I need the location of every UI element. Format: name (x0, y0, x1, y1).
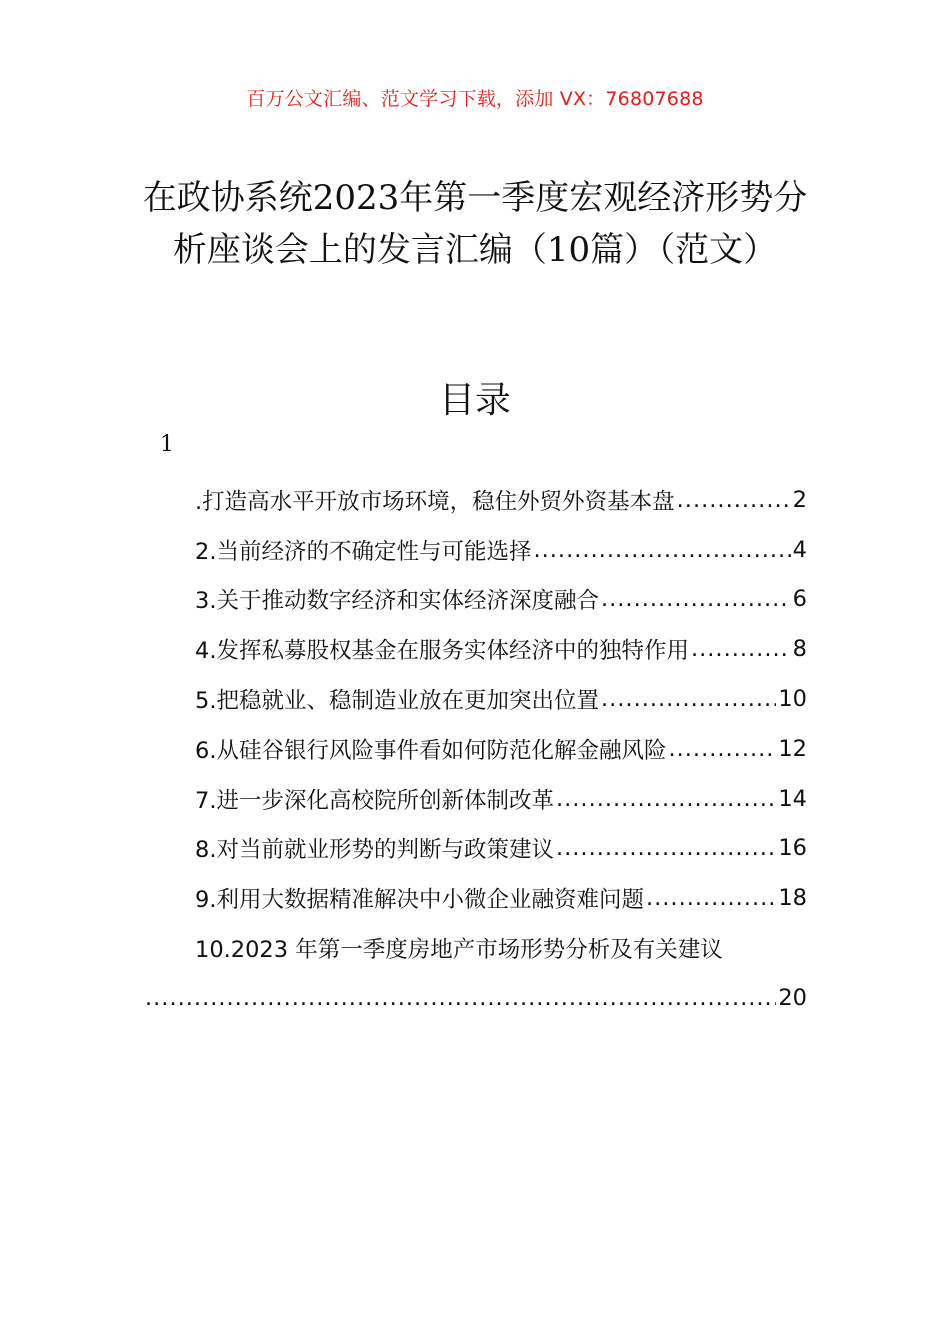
title-part-2: 年第一季度宏观经济形势分析座谈会上的发言汇编（ (172, 178, 808, 270)
toc-entry-label[interactable]: 6.从硅谷银行风险事件看如何防范化解金融风险 (195, 737, 667, 764)
toc-entry-label[interactable]: 5.把稳就业、稳制造业放在更加突出位置 (195, 688, 599, 715)
toc-leader-dots (646, 885, 776, 911)
toc-leader-dots (601, 686, 776, 712)
toc-entry-label[interactable]: 10.2023 年第一季度房地产市场形势分析及有关建议 (195, 937, 723, 964)
toc-leader-dots (601, 586, 791, 612)
toc-entry-page: 18 (778, 885, 807, 912)
toc-leader-dots (556, 835, 776, 861)
toc-entry-page: 2 (792, 486, 807, 513)
toc-entry-2[interactable] (145, 525, 807, 575)
toc-entry-label[interactable]: 4.发挥私募股权基金在服务实体经济中的独特作用 (195, 638, 689, 665)
header-note: 百万公文汇编、范文学习下载，添加 VX：76807688 (246, 88, 704, 110)
toc-entry-page: 4 (792, 536, 807, 563)
title-year: 2023 (312, 178, 400, 218)
toc-entry-label[interactable]: 8.对当前就业形势的判断与政策建议 (195, 837, 554, 864)
toc-leader-dots (691, 636, 791, 662)
toc-entry-1[interactable] (145, 475, 807, 525)
toc-entry-label[interactable]: 2.当前经济的不确定性与可能选择 (195, 538, 532, 565)
toc-entry-3[interactable] (145, 575, 807, 625)
document-title (130, 172, 820, 276)
toc-entry-page: 8 (792, 636, 807, 663)
toc-entry-10[interactable] (145, 923, 807, 1023)
toc-entry-page: 10 (778, 686, 807, 713)
title-count: 10 (546, 230, 591, 270)
toc-stray-number: 1 (160, 432, 174, 457)
toc-leader-dots (677, 487, 791, 513)
toc-entry-page: 12 (778, 735, 807, 762)
toc-entry-8[interactable] (145, 824, 807, 874)
toc-entry-page: 6 (792, 586, 807, 613)
toc-leader-dots (145, 985, 776, 1011)
toc-entry-label[interactable]: 7.进一步深化高校院所创新体制改革 (195, 787, 554, 814)
toc-entry-label[interactable]: 3.关于推动数字经济和实体经济深度融合 (195, 588, 599, 615)
toc-leader-dots (533, 537, 790, 563)
toc-entry-6[interactable] (145, 724, 807, 774)
toc-entry-page: 14 (778, 785, 807, 812)
toc-leader-dots (556, 786, 776, 812)
toc-leader-dots (668, 736, 776, 762)
toc-entry-7[interactable] (145, 774, 807, 824)
toc-entry-page: 16 (778, 835, 807, 862)
table-of-contents (145, 475, 807, 1023)
title-part-1: 在政协系统 (142, 178, 313, 218)
toc-entry-4[interactable] (145, 624, 807, 674)
toc-heading: 目录 (438, 380, 511, 421)
toc-entry-9[interactable] (145, 873, 807, 923)
toc-entry-page: 20 (778, 984, 807, 1011)
toc-entry-label[interactable]: 9.利用大数据精准解决中小微企业融资难问题 (195, 887, 644, 914)
toc-entry-5[interactable] (145, 674, 807, 724)
title-part-3: 篇）（范文） (590, 230, 778, 270)
toc-entry-label[interactable]: .打造高水平开放市场环境，稳住外贸外资基本盘 (195, 488, 675, 515)
